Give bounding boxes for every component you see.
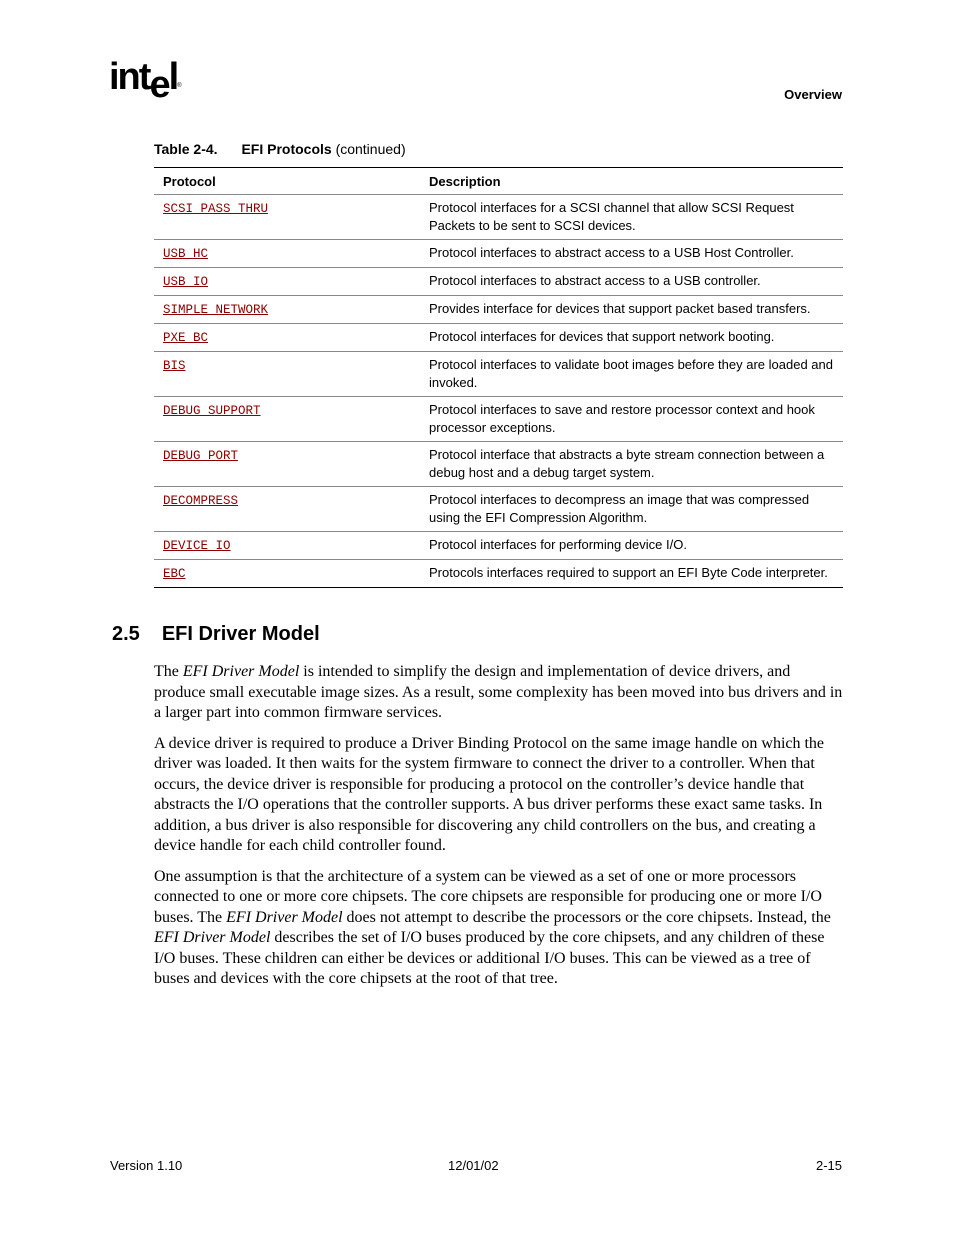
footer-date: 12/01/02 [448,1158,499,1173]
emphasis-term: EFI Driver Model [182,663,300,680]
table-row [154,268,843,296]
protocol-link[interactable]: EBC [163,567,186,581]
protocol-link[interactable]: SIMPLE_NETWORK [163,303,269,317]
table-row [154,324,843,352]
protocol-description: Provides interface for devices that support packet based transfers. [420,296,843,324]
protocol-description: Protocols interfaces required to support an EFI Byte Code interpreter. [420,560,843,588]
protocol-link[interactable]: SCSI_PASS_THRU [163,202,269,216]
table-row [154,240,843,268]
footer-version: Version 1.10 [110,1158,183,1173]
text-run: is intended to simplify the design and implementation of device drivers, and produce small executable image sizes. As a result, some complexity has been moved into bus drivers and in a larger part into common firmware services. [154,663,843,721]
table-row [154,352,843,397]
protocol-link[interactable]: DEBUG_SUPPORT [163,404,261,418]
text-run: The [154,663,183,680]
column-header-description: Description [420,168,843,195]
protocol-description: Protocol interfaces to decompress an image that was compressed using the EFI Compression Algorithm. [420,487,843,532]
paragraph [154,734,844,857]
protocol-description: Protocol interfaces for devices that support network booting. [420,324,843,352]
paragraph [154,867,844,990]
paragraph [154,662,844,724]
protocol-link[interactable]: BIS [163,359,186,373]
protocol-link[interactable]: USB_HC [163,247,209,261]
intel-logo: intel® [109,56,182,106]
table-row [154,532,843,560]
protocol-description: Protocol interfaces for performing device I/O. [420,532,843,560]
protocol-description: Protocol interfaces to save and restore processor context and hook processor exceptions. [420,397,843,442]
table-name: EFI Protocols [241,141,332,157]
section-heading [112,623,320,646]
body-text [154,662,844,1000]
table-row [154,397,843,442]
protocol-link[interactable]: DEVICE_IO [163,539,231,553]
table-suffix: (continued) [335,141,406,157]
protocol-description: Protocol interfaces to validate boot images before they are loaded and invoked. [420,352,843,397]
table-row [154,560,843,588]
table-row [154,487,843,532]
emphasis-term: EFI Driver Model [226,908,343,926]
protocols-table [154,167,843,588]
emphasis-term: EFI Driver Model [154,929,271,946]
running-header: Overview [784,87,842,102]
table-row [154,442,843,487]
protocol-description: Protocol interfaces to abstract access to a USB controller. [420,268,843,296]
protocol-link[interactable]: USB_IO [163,275,209,289]
text-run: does not attempt to describe the processors or the core chipsets. Instead, the [342,908,831,926]
protocol-link[interactable]: PXE_BC [163,331,209,345]
table-number: Table 2-4. [154,141,218,157]
protocol-description: Protocol interface that abstracts a byte stream connection between a debug host and a debug target system. [420,442,843,487]
table-row [154,195,843,240]
protocol-description: Protocol interfaces for a SCSI channel that allow SCSI Request Packets to be sent to SCSI devices. [420,195,843,240]
table-row [154,296,843,324]
section-number: 2.5 [112,623,140,645]
protocol-link[interactable]: DEBUG_PORT [163,449,239,463]
section-title: EFI Driver Model [161,623,320,645]
column-header-protocol: Protocol [154,168,420,195]
text-run: A device driver is required to produce a Driver Binding Protocol on the same image handle on which the driver was loaded. It then waits for the system firmware to connect the driver to a controller. When that occurs, the device driver is responsible for producing a protocol on the controller’s device handle that abstracts the I/O operations that the controller supports. A bus driver performs these exact same tasks. In addition, a bus driver is also responsible for discovering any child controllers on the bus, and creating a device handle for each child controller found. [154,734,825,854]
footer-page-number: 2-15 [815,1158,842,1173]
protocol-link[interactable]: DECOMPRESS [163,494,239,508]
protocol-description: Protocol interfaces to abstract access to a USB Host Controller. [420,240,843,268]
table-caption [154,141,406,157]
text-run: describes the set of I/O buses produced by the core chipsets, and any children of these I/O buses. These children can either be devices or additional I/O buses. This can be viewed as a tree of buses and devices with the core chipsets at the root of that tree. [154,929,825,987]
text-run: One assumption is that the architecture of a system can be viewed as a set of one or more processors connected to one or more core chipsets. The core chipsets are responsible for producing one or more I/O buses. The [154,867,822,926]
